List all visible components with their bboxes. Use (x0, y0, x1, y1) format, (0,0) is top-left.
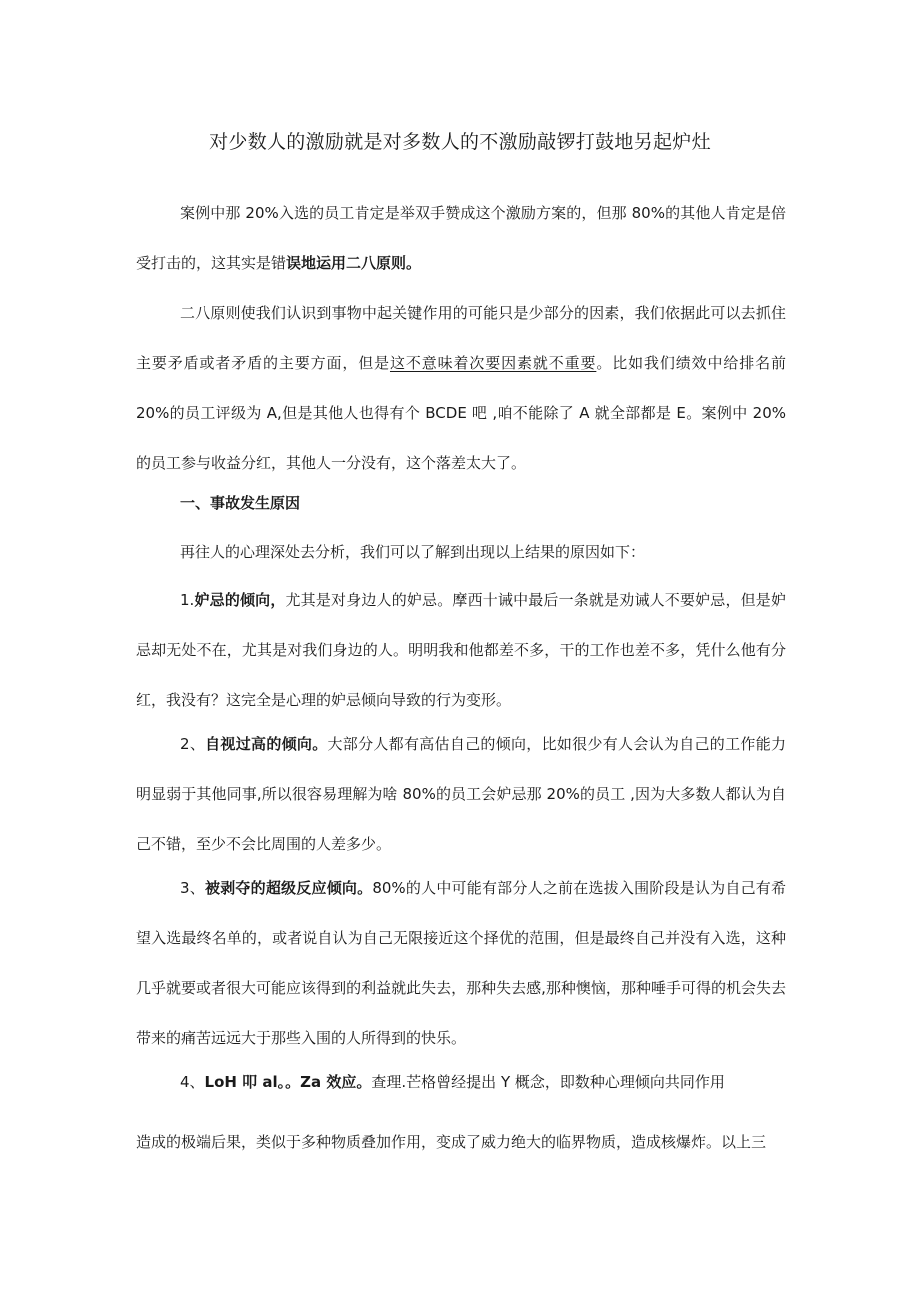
list-item-4-text: 查理.芒格曾经提出 Y 概念，即数种心理倾向共同作用 (371, 1073, 725, 1091)
list-item-1-number: 1. (180, 591, 195, 609)
paragraph-2 (136, 288, 786, 488)
list-item-2-number: 2、 (180, 735, 206, 753)
document-title: 对少数人的激励就是对多数人的不激励敲锣打鼓地另起炉灶 (209, 131, 711, 153)
paragraph-1 (136, 188, 786, 288)
list-item-2-text: 大部分人都有高估自己的倾向，比如很少有人会认为自己的工作能力明显弱于其他同事,所以很容易理解为啥 80%的员工会妒忌那 20%的员工 ,因为大多数人都认为自己不错，至少不会比周围的人差多少。 (136, 735, 786, 853)
paragraph-2-text-b: 。比如我们绩效中给排名前 20%的员工评级为 A,但是其他人也得有个 BCDE 吧 ,咱不能除了 A 就全部都是 E。案例中 20%的员工参与收益分红，其他人一分没有，这个落差太大了。 (136, 354, 786, 472)
list-item-1-bold: 妒忌的倾向， (194, 591, 286, 609)
paragraph-2-underline: 这不意味着次要因素就不重要 (389, 354, 597, 372)
paragraph-3: 再往人的心理深处去分析，我们可以了解到出现以上结果的原因如下： (180, 543, 646, 561)
list-item-3 (136, 863, 786, 1063)
list-item-4-number: 4、 (180, 1073, 205, 1091)
list-item-3-text: 80%的人中可能有部分人之前在选拔入围阶段是认为自己有希望入选最终名单的，或者说自认为自己无限接近这个择优的范围，但是最终自己并没有入选，这种几乎就要或者很大可能应该得到的利益就此失去，那种失去感,那种懊恼，那种唾手可得的机会失去带来的痛苦远远大于那些入围的人所得到的快乐。 (136, 879, 787, 1047)
paragraph-last: 造成的极端后果，类似于多种物质叠加作用，变成了威力绝大的临界物质，造成核爆炸。以上三 (136, 1133, 767, 1151)
list-item-1 (136, 575, 786, 725)
list-item-2-bold: 自视过高的倾向。 (205, 735, 328, 753)
list-item-1-text: 尤其是对身边人的妒忌。摩西十诫中最后一条就是劝诫人不要妒忌，但是妒忌却无处不在，尤其是对我们身边的人。明明我和他都差不多，干的工作也差不多，凭什么他有分红，我没有？这完全是心理的妒忌倾向导致的行为变形。 (136, 591, 786, 709)
list-item-3-bold: 被剥夺的超级反应倾向。 (204, 879, 373, 897)
paragraph-1-text: 案例中那 20%入选的员工肯定是举双手赞成这个激励方案的，但那 80%的其他人肯定是倍受打击的，这其实是错 (136, 204, 786, 272)
list-item-4-bold: LoH 叩 al。。Za 效应。 (204, 1073, 372, 1091)
list-item-4 (136, 1057, 786, 1107)
paragraph-2-text-a: 二八原则使我们认识到事物中起关键作用的可能只是少部分的因素，我们依据此可以去抓住主要矛盾或者矛盾的主要方面，但是 (136, 304, 786, 372)
section-heading: 一、事故发生原因 (180, 494, 301, 512)
list-item-2 (136, 719, 786, 869)
list-item-3-number: 3、 (180, 879, 205, 897)
paragraph-1-bold: 误地运用二八原则。 (286, 254, 422, 272)
